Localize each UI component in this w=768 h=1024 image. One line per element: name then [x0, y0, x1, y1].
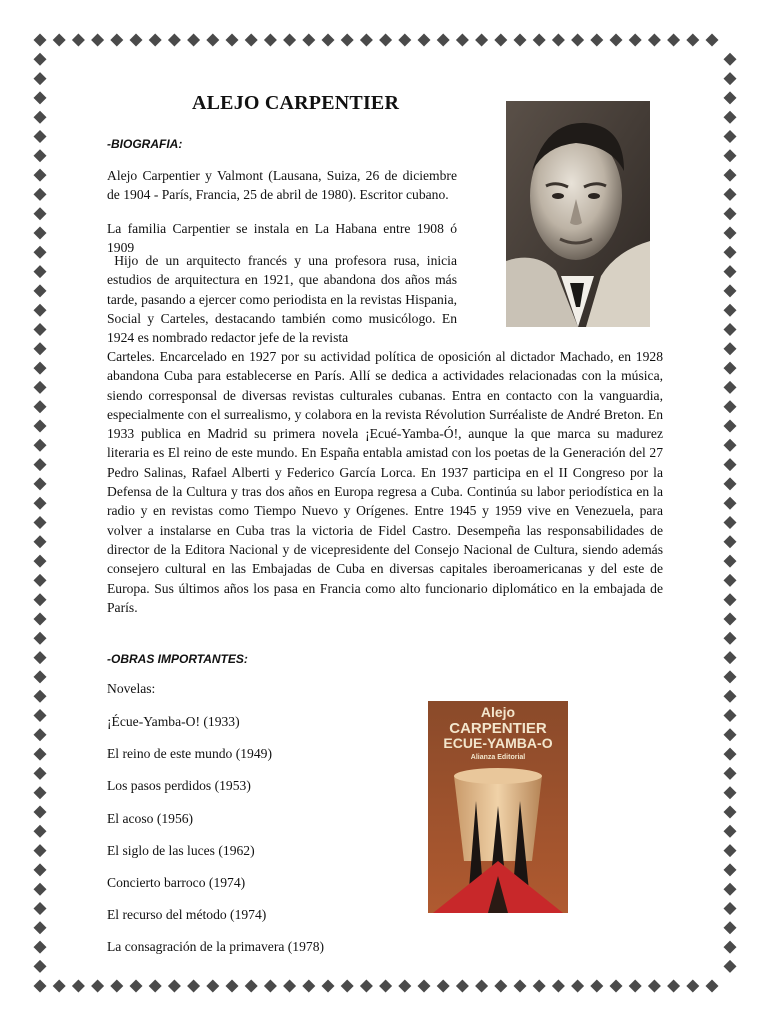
bio-paragraph-1: Alejo Carpentier y Valmont (Lausana, Suiza, 26 de diciembre de 1904 - París, Francia, 25 de abril de 1980). Escritor cubano.: [107, 168, 457, 203]
work-item: El recurso del método (1974): [107, 907, 267, 922]
border-diamond: [724, 593, 737, 606]
border-diamond: [724, 323, 737, 336]
bio-paragraph-3-intro: Hijo de un arquitecto francés y una profesora rusa, inicia estudios de arquitectura en 1921, que abandona dos años más tarde, pasando a ejercer como periodista en la revistas Hispania, Social y Carteles, destacando también como musicólogo. En 1924 es nombrado redactor jefe de la revista: [107, 253, 461, 346]
border-diamond: [494, 34, 507, 47]
border-diamond: [34, 574, 47, 587]
border-diamond: [34, 91, 47, 104]
border-diamond: [34, 825, 47, 838]
border-diamond: [724, 149, 737, 162]
border-diamond: [724, 420, 737, 433]
border-diamond: [724, 111, 737, 124]
border-diamond: [648, 34, 661, 47]
border-diamond: [34, 941, 47, 954]
border-diamond: [418, 34, 431, 47]
border-diamond: [110, 980, 123, 993]
border-diamond: [590, 980, 603, 993]
border-diamond: [34, 381, 47, 394]
border-diamond: [149, 980, 162, 993]
border-diamond: [706, 980, 719, 993]
border-diamond: [34, 632, 47, 645]
border-diamond: [724, 632, 737, 645]
border-diamond: [34, 960, 47, 973]
border-diamond: [724, 960, 737, 973]
border-diamond: [34, 535, 47, 548]
border-diamond: [552, 34, 565, 47]
border-diamond: [322, 34, 335, 47]
border-diamond: [724, 690, 737, 703]
border-diamond: [724, 709, 737, 722]
border-diamond: [724, 458, 737, 471]
border-diamond: [34, 169, 47, 182]
border-diamond: [724, 227, 737, 240]
border-diamond: [379, 34, 392, 47]
cover-title-line2: CARPENTIER: [449, 720, 547, 737]
border-diamond: [34, 651, 47, 664]
border-diamond: [34, 593, 47, 606]
border-diamond: [34, 342, 47, 355]
border-diamond: [533, 34, 546, 47]
border-diamond: [34, 921, 47, 934]
border-diamond: [724, 883, 737, 896]
border-diamond: [398, 980, 411, 993]
border-diamond: [34, 323, 47, 336]
border-diamond: [206, 34, 219, 47]
border-diamond: [264, 34, 277, 47]
bio-paragraph-2: La familia Carpentier se instala en La Habana entre 1908 ó 1909: [107, 221, 457, 256]
border-diamond: [610, 980, 623, 993]
border-diamond: [34, 902, 47, 915]
border-diamond: [34, 284, 47, 297]
border-diamond: [206, 980, 219, 993]
border-diamond: [686, 980, 699, 993]
border-diamond: [34, 400, 47, 413]
border-diamond: [34, 728, 47, 741]
border-diamond: [724, 941, 737, 954]
border-diamond: [724, 728, 737, 741]
border-diamond: [302, 34, 315, 47]
border-diamond: [34, 709, 47, 722]
border-diamond: [226, 980, 239, 993]
border-diamond: [667, 34, 680, 47]
border-diamond: [34, 420, 47, 433]
border-diamond: [322, 980, 335, 993]
book-cover-image: [428, 701, 568, 913]
border-diamond: [34, 111, 47, 124]
border-diamond: [724, 825, 737, 838]
border-diamond: [724, 284, 737, 297]
border-diamond: [724, 574, 737, 587]
border-diamond: [514, 980, 527, 993]
border-diamond: [724, 844, 737, 857]
border-diamond: [34, 806, 47, 819]
border-diamond: [283, 34, 296, 47]
cover-title-line3: ECUE-YAMBA-O: [443, 735, 553, 751]
work-item: La consagración de la primavera (1978): [107, 939, 325, 954]
border-diamond: [379, 980, 392, 993]
author-portrait: [506, 101, 650, 327]
border-diamond: [724, 265, 737, 278]
border-diamond: [91, 34, 104, 47]
border-diamond: [456, 980, 469, 993]
border-diamond: [34, 439, 47, 452]
border-diamond: [629, 980, 642, 993]
work-item: El acoso (1956): [107, 811, 194, 826]
border-diamond: [571, 34, 584, 47]
border-diamond: [187, 980, 200, 993]
border-diamond: [341, 34, 354, 47]
border-diamond: [494, 980, 507, 993]
border-diamond: [360, 980, 373, 993]
border-diamond: [110, 34, 123, 47]
border-diamond: [34, 497, 47, 510]
novelas-subheading: Novelas:: [107, 681, 156, 696]
border-diamond: [264, 980, 277, 993]
border-diamond: [34, 149, 47, 162]
border-diamond: [34, 362, 47, 375]
biografia-label: -BIOGRAFIA:: [107, 137, 183, 151]
border-diamond: [130, 980, 143, 993]
border-diamond: [475, 34, 488, 47]
border-diamond: [629, 34, 642, 47]
border-diamond: [34, 477, 47, 490]
border-diamond: [724, 651, 737, 664]
border-diamond: [724, 246, 737, 259]
border-diamond: [475, 980, 488, 993]
border-diamond: [571, 980, 584, 993]
border-diamond: [34, 670, 47, 683]
border-diamond: [724, 362, 737, 375]
border-diamond: [724, 381, 737, 394]
border-diamond: [34, 748, 47, 761]
border-diamond: [34, 690, 47, 703]
border-diamond: [53, 980, 66, 993]
border-diamond: [53, 34, 66, 47]
border-diamond: [34, 207, 47, 220]
border-diamond: [724, 497, 737, 510]
work-item: Los pasos perdidos (1953): [107, 778, 251, 793]
border-diamond: [226, 34, 239, 47]
border-diamond: [724, 767, 737, 780]
border-diamond: [724, 439, 737, 452]
border-diamond: [552, 980, 565, 993]
border-diamond: [398, 34, 411, 47]
border-diamond: [724, 91, 737, 104]
border-diamond: [34, 844, 47, 857]
work-item: El reino de este mundo (1949): [107, 746, 272, 761]
work-item: Concierto barroco (1974): [107, 875, 246, 890]
border-diamond: [724, 400, 737, 413]
border-diamond: [72, 980, 85, 993]
border-diamond: [245, 34, 258, 47]
border-diamond: [724, 535, 737, 548]
border-diamond: [34, 980, 47, 993]
border-diamond: [724, 304, 737, 317]
border-diamond: [724, 555, 737, 568]
border-diamond: [706, 34, 719, 47]
border-diamond: [34, 863, 47, 876]
border-diamond: [724, 53, 737, 66]
border-diamond: [724, 72, 737, 85]
cover-title-line1: Alejo: [480, 704, 516, 720]
border-diamond: [283, 980, 296, 993]
border-diamond: [590, 34, 603, 47]
border-diamond: [168, 980, 181, 993]
obras-label: -OBRAS IMPORTANTES:: [107, 652, 248, 666]
border-diamond: [533, 980, 546, 993]
border-diamond: [34, 883, 47, 896]
border-diamond: [724, 786, 737, 799]
border-diamond: [724, 342, 737, 355]
border-diamond: [724, 921, 737, 934]
border-diamond: [34, 130, 47, 143]
border-diamond: [34, 265, 47, 278]
border-diamond: [514, 34, 527, 47]
work-item: ¡Écue-Yamba-O! (1933): [107, 714, 240, 729]
border-diamond: [686, 34, 699, 47]
border-diamond: [302, 980, 315, 993]
border-diamond: [149, 34, 162, 47]
border-diamond: [360, 34, 373, 47]
border-diamond: [724, 863, 737, 876]
border-diamond: [72, 34, 85, 47]
border-diamond: [130, 34, 143, 47]
work-item: El siglo de las luces (1962): [107, 843, 255, 858]
border-diamond: [724, 477, 737, 490]
border-diamond: [34, 613, 47, 626]
border-diamond: [34, 555, 47, 568]
border-diamond: [34, 304, 47, 317]
border-diamond: [34, 34, 47, 47]
border-diamond: [724, 806, 737, 819]
border-diamond: [245, 980, 258, 993]
border-diamond: [34, 516, 47, 529]
border-diamond: [437, 980, 450, 993]
border-diamond: [34, 188, 47, 201]
border-diamond: [724, 188, 737, 201]
bio-paragraph-3-body: Carteles. Encarcelado en 1927 por su actividad política de oposición al dictador Machado, en 1928 abandona Cuba para establecerse en París. Allí se dedica a actividades relacionadas con la música, siendo corresponsal de diversas revistas culturales cubanas. Entra en contacto con la vanguardia, especialmente con el surrealismo, y colabora en la revista Révolution Surréaliste de André Breton. En 1933 publica en Madrid su primera novela ¡Ecué-Yamba-Ó!, aunque la que marca su madurez literaria es El reino de este mundo. En España entabla amistad con los poetas de la Generación del 27 Pedro Salinas, Rafael Alberti y Federico García Lorca. En 1937 participa en el II Congreso por la Defensa de la Cultura y tras dos años en Europa regresa a Cuba. Continúa su labor periodística en la radio y en revistas como Tiempo Nuevo y Orígenes. Entre 1945 y 1959 vive en Venezuela, para volver a instalarse en Cuba tras la victoria de Fidel Castro. Desempeña las responsabilidades de director de la Editora Nacional y de vicepresidente del Consejo Nacional de Cultura, siendo además consejero cultural en las Embajadas de Cuba en diversas capitales iberoamericanas y del este de Europa. Sus últimos años los pasa en Francia como alto funcionario diplomático en la embajada de París.: [107, 349, 663, 615]
page-title: ALEJO CARPENTIER: [192, 92, 400, 114]
border-diamond: [34, 72, 47, 85]
border-diamond: [34, 786, 47, 799]
border-diamond: [34, 53, 47, 66]
border-diamond: [724, 613, 737, 626]
border-diamond: [34, 227, 47, 240]
border-diamond: [724, 670, 737, 683]
border-diamond: [724, 748, 737, 761]
border-diamond: [456, 34, 469, 47]
border-diamond: [437, 34, 450, 47]
border-diamond: [724, 902, 737, 915]
border-diamond: [341, 980, 354, 993]
border-diamond: [667, 980, 680, 993]
border-diamond: [34, 458, 47, 471]
border-diamond: [187, 34, 200, 47]
border-diamond: [724, 130, 737, 143]
border-diamond: [724, 207, 737, 220]
border-diamond: [91, 980, 104, 993]
border-diamond: [724, 169, 737, 182]
border-diamond: [168, 34, 181, 47]
border-diamond: [724, 516, 737, 529]
border-diamond: [610, 34, 623, 47]
border-diamond: [648, 980, 661, 993]
cover-publisher: Alianza Editorial: [470, 754, 526, 761]
border-diamond: [34, 246, 47, 259]
border-diamond: [34, 767, 47, 780]
border-diamond: [418, 980, 431, 993]
